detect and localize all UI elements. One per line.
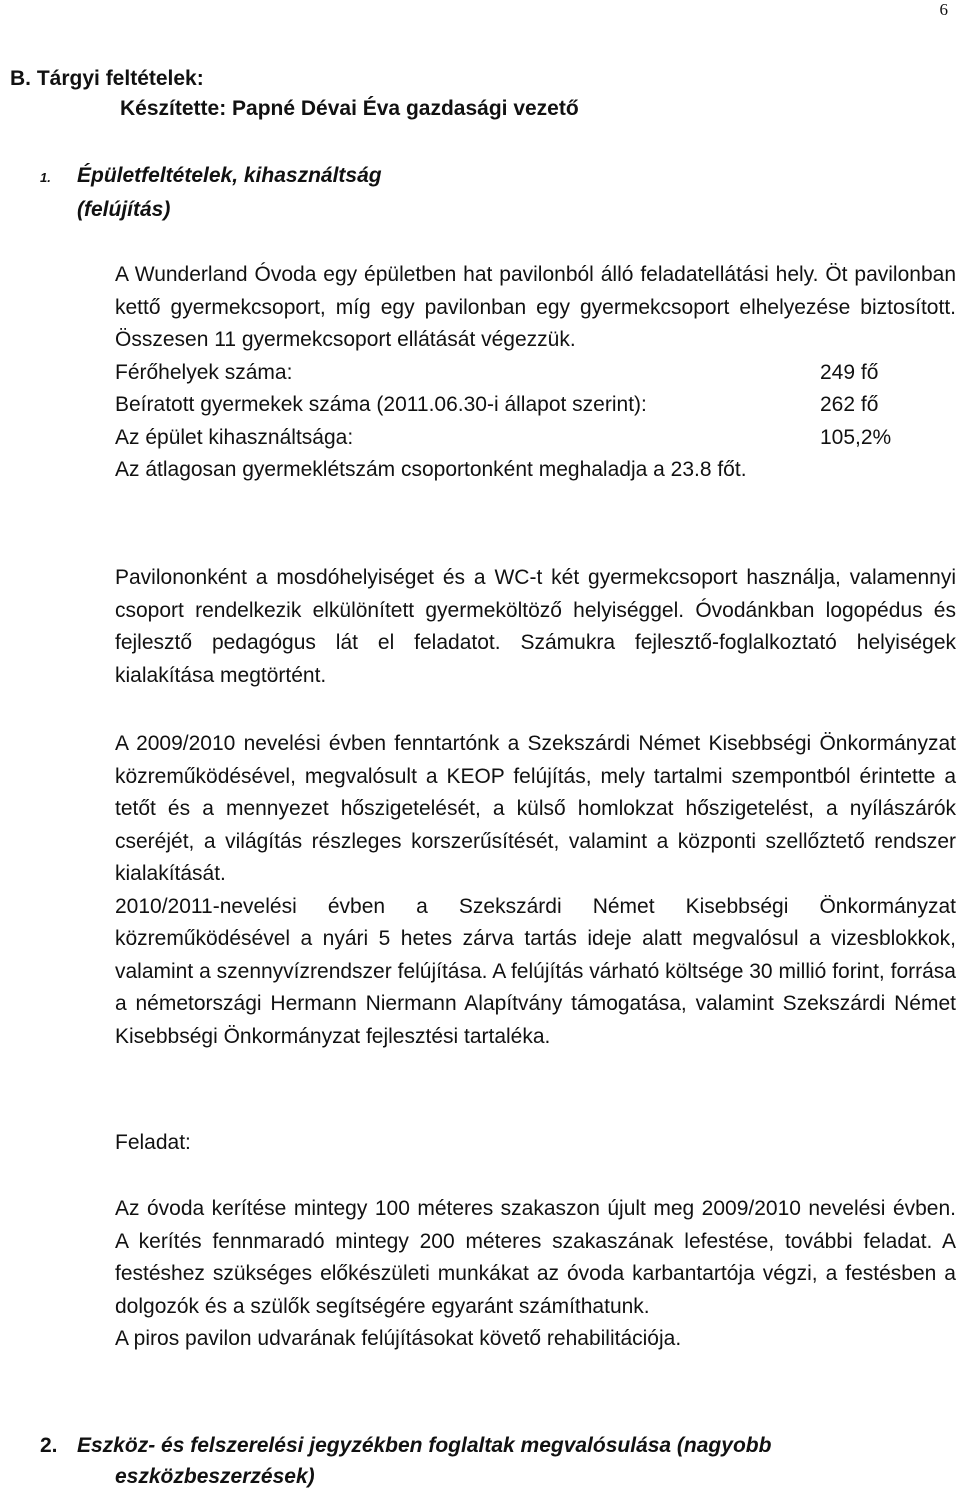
stat-row (115, 389, 956, 422)
section-b-title: B. Tárgyi feltételek: (10, 67, 204, 90)
average-line (115, 454, 956, 487)
section-2-heading (40, 1430, 956, 1492)
stat-value: 262 fő (820, 393, 879, 416)
pavilion-block (115, 562, 956, 692)
stat-label: Férőhelyek száma: (115, 360, 293, 384)
stat-value: 249 fő (820, 360, 879, 384)
renovation-block (115, 728, 956, 1053)
intro-block (115, 259, 956, 487)
stat-row (115, 357, 956, 390)
page-number: 6 (939, 0, 948, 19)
section-1-title-line1: Épületfeltételek, kihasználtság (77, 164, 382, 187)
stat-value: 105,2% (820, 425, 892, 449)
section-1-number: 1. (40, 170, 51, 185)
section-b-author: Készítette: Papné Dévai Éva gazdasági vezető (120, 97, 579, 120)
section-1-title-line2: (felújítás) (77, 198, 171, 221)
section-1-heading (40, 160, 460, 226)
stat-label: Az épület kihasználtsága: (115, 425, 354, 449)
task-label-block (115, 1127, 956, 1160)
pavilion-paragraph: Pavilononként a mosdóhelyiséget és a WC-t két gyermekcsoport használja, valamennyi csoport rendelkezik elkülönített gyermeköltöző helyiséggel. Óvodánkban logopédus és fejlesztő pedagógus lát el feladatot. Számukra fejlesztő-foglalkoztató helyiségek kialakítása megtörtént. (115, 566, 956, 687)
section-2-title-line1: Eszköz- és felszerelési jegyzékben foglaltak megvalósulása (nagyobb (77, 1434, 772, 1457)
fence-block (115, 1193, 956, 1356)
section-2-title-line2: eszközbeszerzések) (115, 1465, 315, 1488)
red-pavilion-paragraph: A piros pavilon udvarának felújításokat követő rehabilitációja. (115, 1327, 682, 1350)
section-b-heading (10, 64, 579, 124)
renovation-paragraph-2: 2010/2011-nevelési évben a Szekszárdi Német Kisebbségi Önkormányzat közreműködésével a nyári 5 hetes zárva tartás ideje alatt megvalósul a vizesblokkok, valamint a szennyvízrendszer felújítása. A felújítás várható költsége 30 millió forint, forrása a németországi Hermann Niermann Alapítvány támogatása, valamint Szekszárdi Német Kisebbségi Önkormányzat fejlesztési tartaléka. (115, 894, 956, 1048)
intro-paragraph: A Wunderland Óvoda egy épületben hat pavilonból álló feladatellátási hely. Öt pavilonban kettő gyermekcsoport, míg egy pavilonban egy gyermekcsoport elhelyezése biztosított. Összesen 11 gyermekcsoport ellátását végezzük. (115, 263, 956, 351)
renovation-paragraph-1: A 2009/2010 nevelési évben fenntartónk a Szekszárdi Német Kisebbségi Önkormányzat közreműködésével, megvalósult a KEOP felújítás, mely tartalmi szempontból érintette a tetőt és a mennyezet hőszigetelését, a külső homlokzat hőszigetelést, a nyílászárók cseréjét, a világítás részleges korszerűsítését, valamint a központi szellőztető rendszer kialakítását. (115, 732, 956, 885)
fence-paragraph: Az óvoda kerítése mintegy 100 méteres szakaszon újult meg 2009/2010 nevelési évben. A kerítés fennmaradó mintegy 200 méteres szakaszának lefestése, további feladat. A festéshez szükséges előkészületi munkákat az óvoda karbantartója végzi, a festésben a dolgozók és a szülők segítségére egyaránt számíthatunk. (115, 1197, 956, 1318)
average-text: Az átlagosan gyermeklétszám csoportonként meghaladja a 23.8 főt. (115, 458, 747, 481)
stat-row (115, 422, 956, 455)
task-label: Feladat: (115, 1131, 191, 1154)
stat-label: Beíratott gyermekek száma (2011.06.30-i állapot szerint): (115, 393, 647, 416)
section-2-number: 2. (40, 1434, 58, 1457)
